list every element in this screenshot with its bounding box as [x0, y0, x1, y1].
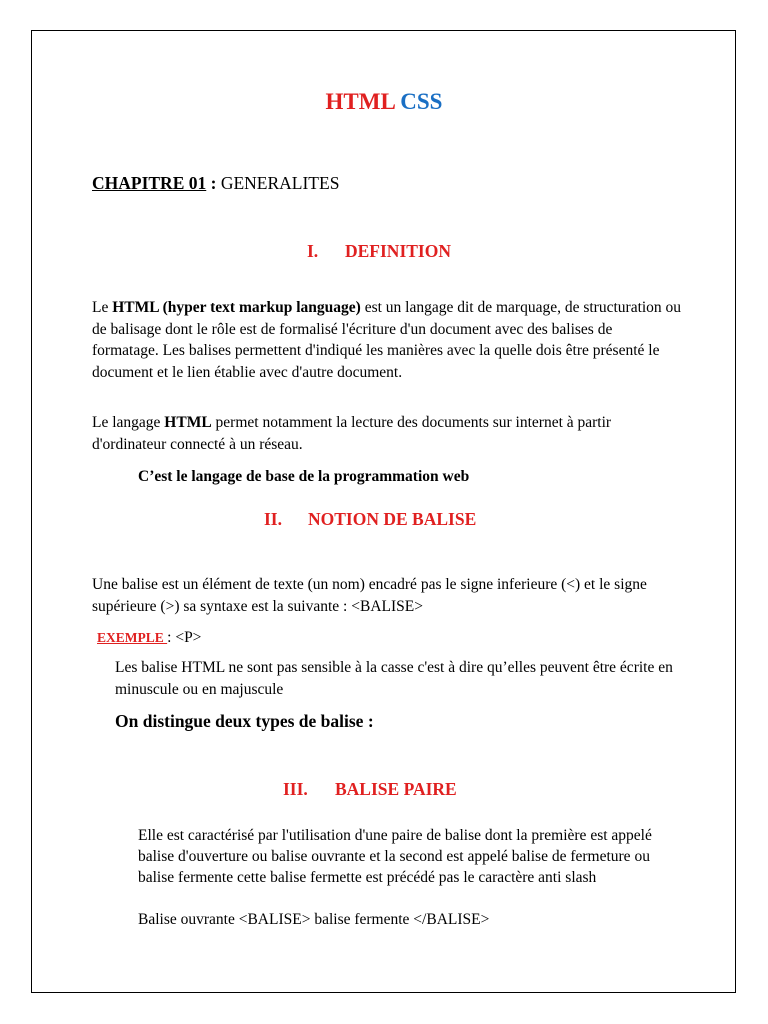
- title-css: CSS: [400, 89, 443, 114]
- definition-paragraph-2: [92, 412, 682, 455]
- example-line: [97, 628, 201, 648]
- section-number: III.: [283, 779, 308, 799]
- bold-term: HTML (hyper text markup language): [112, 299, 361, 316]
- chapter-label: CHAPITRE 01: [92, 173, 207, 193]
- chapter-heading: [92, 172, 339, 194]
- section-heading-definition: [307, 240, 451, 262]
- text-run: Le langage: [92, 414, 165, 431]
- chapter-name: GENERALITES: [216, 173, 340, 193]
- section-title: NOTION DE BALISE: [308, 509, 477, 529]
- case-paragraph: Les balise HTML ne sont pas sensible à la casse c'est à dire qu’elles peuvent être écrite en minuscule ou en majuscule: [115, 659, 673, 698]
- document-title: [0, 88, 768, 116]
- example-label: EXEMPLE: [97, 630, 168, 645]
- title-html: HTML: [325, 89, 395, 114]
- example-value: : <P>: [167, 629, 202, 646]
- balise-paire-paragraph: Elle est caractérisé par l'utilisation d'une paire de balise dont la première est appelé balise d'ouverture ou balise ouvrante et la second est appelé balise de fermeture ou balise fermente cette balise fermette est précédé pas le caractère anti slash: [138, 827, 652, 886]
- section-title: DEFINITION: [345, 241, 451, 261]
- text-run: permet notamment la lecture des documents sur internet à partir d'ordinateur connecté à un réseau.: [92, 414, 612, 453]
- chapter-colon: :: [206, 173, 217, 193]
- section-heading-notion-balise: [264, 508, 476, 530]
- definition-paragraph-1: [92, 297, 682, 383]
- section-number: I.: [307, 241, 319, 261]
- text-run: Le: [92, 299, 113, 316]
- section-heading-balise-paire: [283, 778, 457, 800]
- balise-paragraph: Une balise est un élément de texte (un nom) encadré pas le signe inferieure (<) et le signe supérieure (>) sa syntaxe est la suivante : <BALISE>: [92, 576, 647, 615]
- balise-paire-example: Balise ouvrante <BALISE> balise fermente </BALISE>: [138, 911, 490, 928]
- section-number: II.: [264, 509, 282, 529]
- text-run: est un langage dit de marquage, de structuration ou de balisage dont le rôle est de formalisé l'écriture d'un document avec des balises de formatage. Les balises permettent d'indiqué les manières avec la quelle dois être présenté le document et le lien établie avec d'autre document.: [92, 299, 682, 381]
- balise-types-heading: On distingue deux types de balise :: [115, 711, 374, 731]
- highlight-statement: C’est le langage de base de la programmation web: [138, 468, 470, 485]
- section-title: BALISE PAIRE: [335, 779, 457, 799]
- bold-term: HTML: [164, 414, 212, 431]
